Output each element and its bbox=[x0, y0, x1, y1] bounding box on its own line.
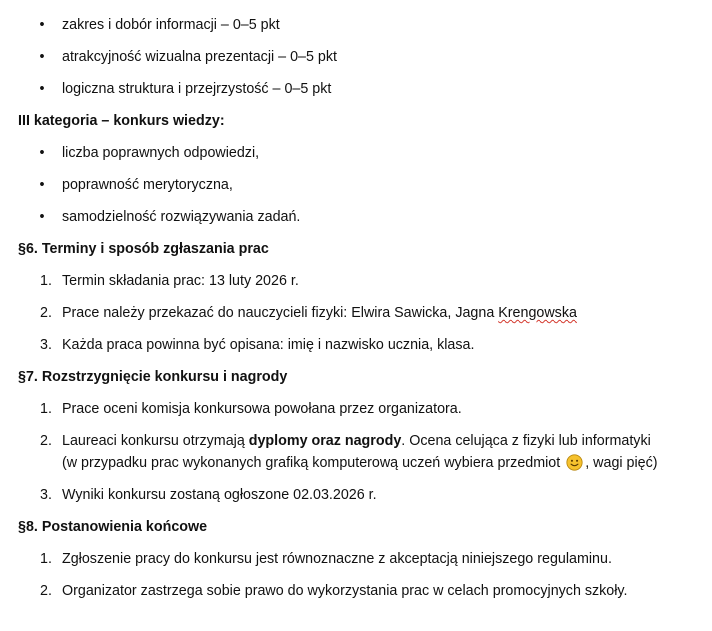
bullet-item: poprawność merytoryczna, bbox=[62, 177, 233, 193]
bullet-item: atrakcyjność wizualna prezentacji – 0–5 pkt bbox=[62, 49, 337, 65]
list-number: 1. bbox=[40, 401, 52, 417]
list-item-text: , wagi pięć) bbox=[585, 455, 658, 471]
list-number: 3. bbox=[40, 337, 52, 353]
list-item: Termin składania prac: 13 luty 2026 r. bbox=[62, 273, 299, 289]
list-item-text: Prace należy przekazać do nauczycieli fizyki: Elwira Sawicka, Jagna bbox=[62, 305, 499, 321]
bullet-marker: • bbox=[39, 81, 45, 97]
list-item: Każda praca powinna być opisana: imię i nazwisko ucznia, klasa. bbox=[62, 337, 475, 353]
list-item: Organizator zastrzega sobie prawo do wykorzystania prac w celach promocyjnych szkoły. bbox=[62, 583, 628, 599]
bullet-marker: • bbox=[39, 145, 45, 161]
list-item bbox=[62, 304, 577, 322]
list-number: 2. bbox=[40, 305, 52, 321]
bullet-item: samodzielność rozwiązywania zadań. bbox=[62, 209, 301, 225]
section-8-heading: §8. Postanowienia końcowe bbox=[18, 519, 208, 535]
bullet-marker: • bbox=[39, 177, 45, 193]
bullet-marker: • bbox=[39, 209, 45, 225]
list-number: 2. bbox=[40, 583, 52, 599]
bold-phrase: dyplomy oraz nagrody bbox=[248, 433, 402, 449]
list-item: Zgłoszenie pracy do konkursu jest równoznaczne z akceptacją niniejszego regulaminu. bbox=[62, 551, 612, 567]
bullet-item: zakres i dobór informacji – 0–5 pkt bbox=[62, 17, 280, 33]
misspelled-word[interactable]: Krengowska bbox=[498, 305, 577, 321]
list-item-text: (w przypadku prac wykonanych grafiką komputerową uczeń wybiera przedmiot bbox=[62, 455, 565, 471]
list-item-text: Laureaci konkursu otrzymają bbox=[62, 433, 249, 449]
bullet-marker: • bbox=[39, 17, 45, 33]
list-number: 3. bbox=[40, 487, 52, 503]
bullet-item: logiczna struktura i przejrzystość – 0–5 pkt bbox=[62, 81, 332, 97]
bullet-marker: • bbox=[39, 49, 45, 65]
list-item: Prace oceni komisja konkursowa powołana przez organizatora. bbox=[62, 401, 462, 417]
smiley-face-icon bbox=[566, 454, 583, 471]
list-item bbox=[62, 432, 651, 450]
category-3-heading: III kategoria – konkurs wiedzy: bbox=[18, 113, 225, 129]
list-number: 2. bbox=[40, 433, 52, 449]
section-6-heading: §6. Terminy i sposób zgłaszania prac bbox=[18, 241, 269, 257]
list-item: Wyniki konkursu zostaną ogłoszone 02.03.2026 r. bbox=[62, 487, 377, 503]
list-number: 1. bbox=[40, 273, 52, 289]
bullet-item: liczba poprawnych odpowiedzi, bbox=[62, 145, 260, 161]
section-7-heading: §7. Rozstrzygnięcie konkursu i nagrody bbox=[18, 369, 288, 385]
list-item-continuation bbox=[62, 454, 658, 472]
list-item-text: . Ocena celująca z fizyki lub informatyki bbox=[401, 433, 651, 449]
list-number: 1. bbox=[40, 551, 52, 567]
